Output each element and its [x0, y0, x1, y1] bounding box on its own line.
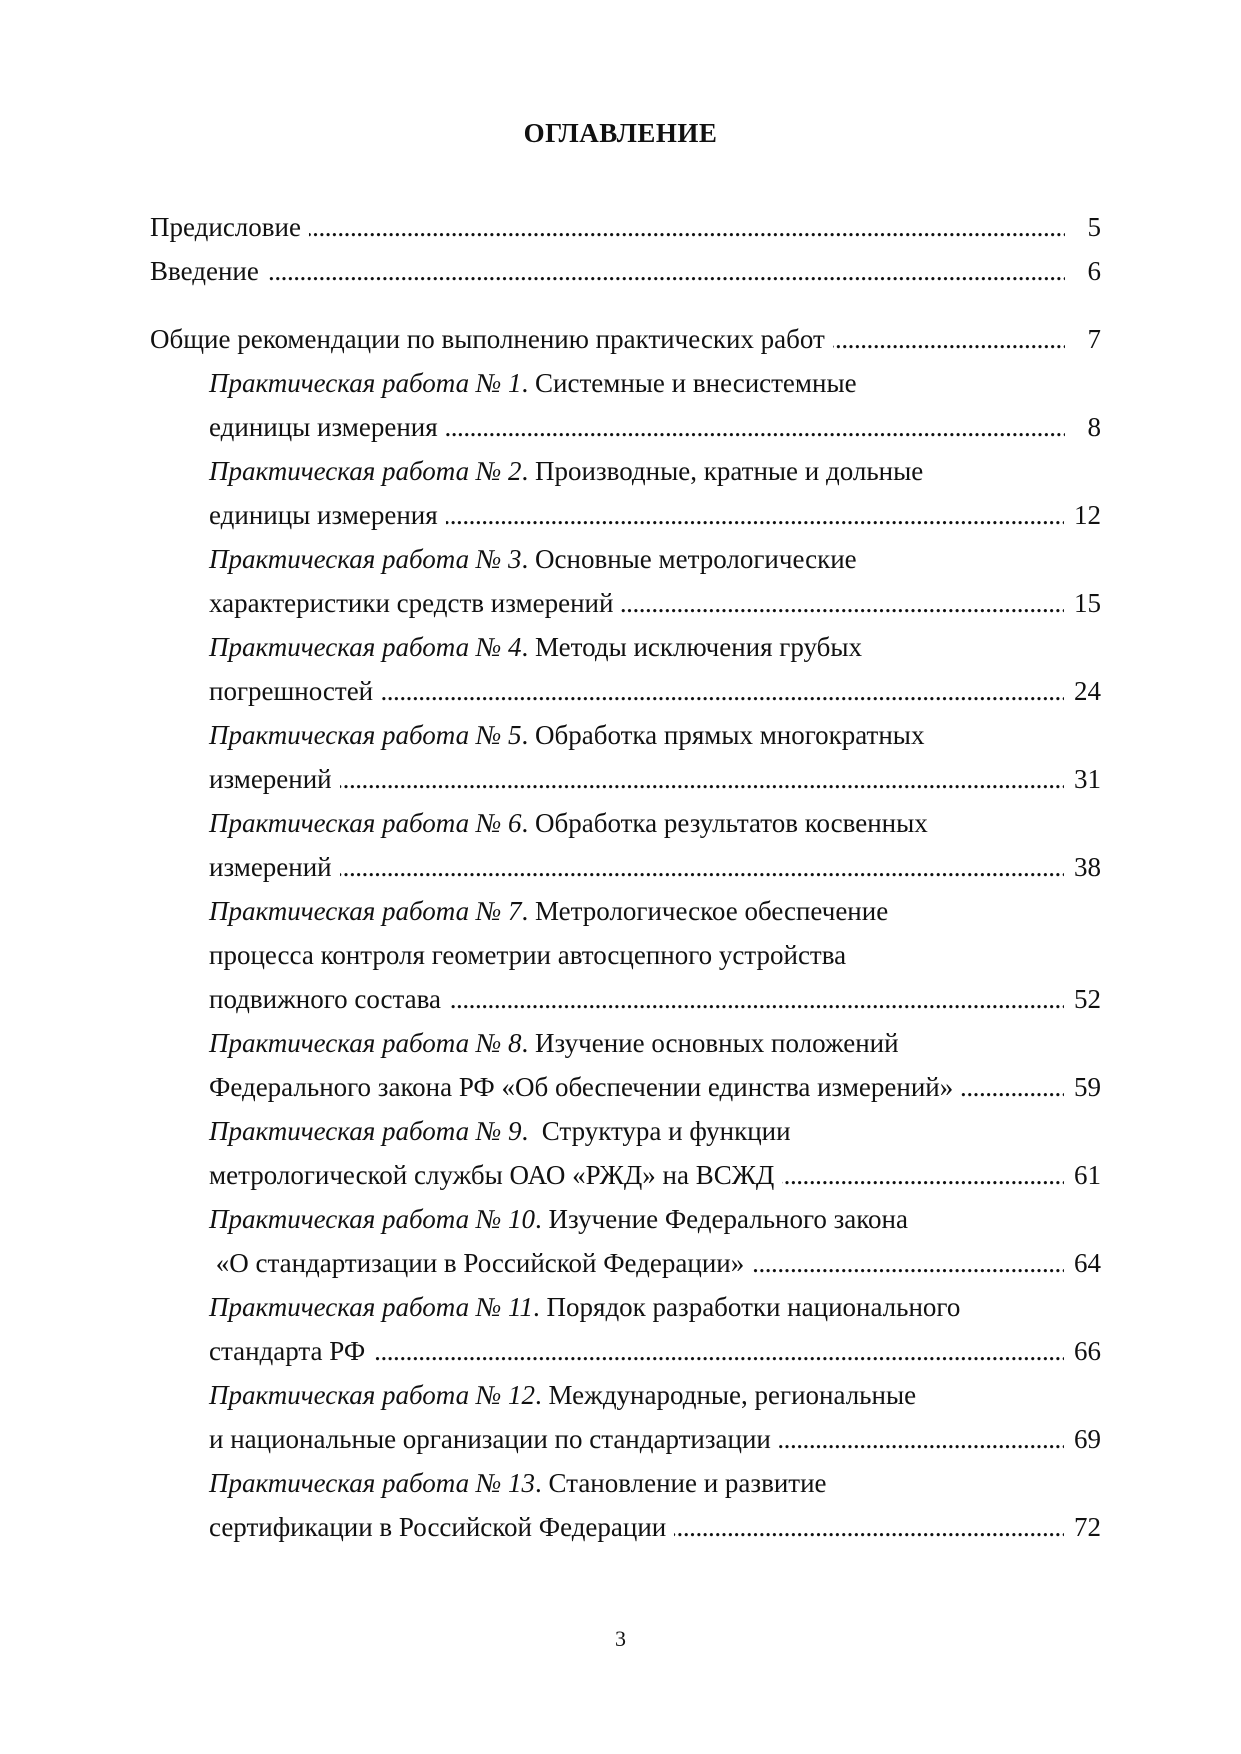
toc-entry-practical-work[interactable]	[209, 1461, 1101, 1549]
work-title-text: и национальные организации по стандартизации	[209, 1424, 771, 1454]
toc-entry-title	[209, 1109, 791, 1153]
toc-page-number: 59	[1074, 1072, 1101, 1102]
dot-leader	[267, 249, 1065, 293]
work-label: Практическая работа № 2	[209, 456, 522, 486]
dot-leader	[446, 493, 1064, 537]
toc-entry-line	[209, 405, 1101, 449]
work-title-text: единицы измерения	[209, 412, 438, 442]
toc-entry-title	[209, 1241, 744, 1285]
work-title-text: . Изучение основных положений	[521, 1028, 899, 1058]
toc-page-number: 12	[1074, 500, 1101, 530]
toc-entry-line	[209, 1329, 1101, 1373]
toc-entry-title	[209, 1021, 899, 1065]
dot-leader	[833, 317, 1065, 361]
toc-page-number: 66	[1074, 1336, 1101, 1366]
work-title-text: . Становление и развитие	[535, 1468, 827, 1498]
toc-entry-title	[209, 845, 332, 889]
toc-page-number: 31	[1074, 764, 1101, 794]
dot-leader	[674, 1505, 1064, 1549]
toc-entry-line	[209, 933, 1101, 977]
work-label: Практическая работа № 3	[209, 544, 522, 574]
toc-entry-practical-work[interactable]	[209, 1285, 1101, 1373]
work-title-text: . Изучение Федерального закона	[535, 1204, 908, 1234]
work-title-text: . Метрологическое обеспечение	[521, 896, 889, 926]
dot-leader	[779, 1417, 1064, 1461]
work-title-text: характеристики средств измерений	[209, 588, 614, 618]
toc-entry-line	[209, 757, 1101, 801]
toc-entry-title	[209, 625, 862, 669]
dot-leader	[340, 757, 1064, 801]
toc-page-number: 64	[1074, 1248, 1101, 1278]
toc-entry-practical-work[interactable]	[209, 713, 1101, 801]
toc-entry-line	[209, 713, 1101, 757]
work-label: Практическая работа № 6	[209, 808, 522, 838]
work-title-text: измерений	[209, 852, 332, 882]
toc-entry-line	[209, 493, 1101, 537]
work-title-text: Федерального закона РФ «Об обеспечении единства измерений»	[209, 1072, 954, 1102]
toc-entry-title	[209, 405, 438, 449]
work-title-text: . Обработка прямых многократных	[521, 720, 925, 750]
dot-leader	[449, 977, 1064, 1021]
toc-entry-line	[209, 1241, 1101, 1285]
toc-entry-title	[209, 449, 923, 493]
work-label: Практическая работа № 8	[209, 1028, 522, 1058]
toc-entry-line	[209, 1021, 1101, 1065]
work-label: Практическая работа № 13	[209, 1468, 536, 1498]
toc-entry-practical-work[interactable]	[209, 801, 1101, 889]
toc-entry-line	[209, 1065, 1101, 1109]
toc-entry-line	[209, 361, 1101, 405]
toc-entry-line	[209, 1153, 1101, 1197]
practical-works-list	[150, 361, 1101, 1549]
work-title-text: единицы измерения	[209, 500, 438, 530]
toc-entry-title: Введение	[150, 256, 259, 286]
table-of-contents	[150, 205, 1101, 1549]
work-title-text: стандарта РФ	[209, 1336, 366, 1366]
work-title-text: процесса контроля геометрии автосцепного устройства	[209, 940, 847, 970]
toc-entry-practical-work[interactable]	[209, 889, 1101, 1021]
dot-leader	[340, 845, 1064, 889]
toc-entry-practical-work[interactable]	[209, 1109, 1101, 1197]
toc-entry-line	[209, 1417, 1101, 1461]
toc-entry-practical-work[interactable]	[209, 361, 1101, 449]
toc-entry-title	[209, 361, 857, 405]
work-title-text: погрешностей	[209, 676, 374, 706]
work-title-text: «О стандартизации в Российской Федерации»	[209, 1248, 745, 1278]
work-title-text: сертификации в Российской Федерации	[209, 1512, 667, 1542]
toc-entry-line	[209, 669, 1101, 713]
toc-entry-line	[209, 1197, 1101, 1241]
toc-entry-title	[209, 1417, 771, 1461]
toc-entry-introduction[interactable]	[150, 249, 1101, 293]
toc-entry-practical-work[interactable]	[209, 1021, 1101, 1109]
toc-entry-title	[209, 889, 888, 933]
toc-entry-title	[209, 757, 332, 801]
toc-entry-title	[209, 801, 928, 845]
work-title-text: . Международные, региональные	[535, 1380, 917, 1410]
toc-page-number: 5	[1087, 212, 1101, 242]
dot-leader	[621, 581, 1064, 625]
work-title-text: . Основные метрологические	[521, 544, 857, 574]
toc-entry-practical-work[interactable]	[209, 1373, 1101, 1461]
toc-entry-title	[209, 977, 441, 1021]
toc-entry-title: Предисловие	[150, 212, 301, 242]
toc-entry-title	[209, 933, 846, 977]
toc-page-number: 6	[1087, 256, 1101, 286]
toc-entry-title	[209, 493, 438, 537]
toc-entry-title	[209, 1329, 365, 1373]
dot-leader	[446, 405, 1065, 449]
work-title-text: метрологической службы ОАО «РЖД» на ВСЖД	[209, 1160, 775, 1190]
toc-entry-practical-work[interactable]	[209, 625, 1101, 713]
toc-entry-title	[209, 713, 924, 757]
toc-entry-line	[209, 1109, 1101, 1153]
work-label: Практическая работа № 7	[209, 896, 522, 926]
toc-entry-title	[209, 1461, 827, 1505]
work-title-text: . Обработка результатов косвенных	[521, 808, 928, 838]
toc-page-number: 38	[1074, 852, 1101, 882]
toc-entry-title	[209, 581, 613, 625]
work-title-text: . Методы исключения грубых	[521, 632, 862, 662]
toc-entry-line	[209, 1505, 1101, 1549]
toc-entry-line	[209, 449, 1101, 493]
work-title-text: . Производные, кратные и дольные	[521, 456, 924, 486]
dot-leader	[309, 205, 1065, 249]
page-title: ОГЛАВЛЕНИЕ	[523, 118, 718, 148]
toc-entry-line	[209, 581, 1101, 625]
dot-leader	[752, 1241, 1064, 1285]
dot-leader	[373, 1329, 1064, 1373]
work-label: Практическая работа № 5	[209, 720, 522, 750]
work-title-text: . Порядок разработки национального	[533, 1292, 961, 1322]
toc-entry-title: Общие рекомендации по выполнению практических работ	[150, 324, 825, 354]
toc-page-number: 69	[1074, 1424, 1101, 1454]
work-label: Практическая работа № 12	[209, 1380, 536, 1410]
toc-entry-title	[209, 1505, 666, 1549]
toc-entry-line	[209, 1373, 1101, 1417]
toc-entry-line	[209, 625, 1101, 669]
work-title-text: . Системные и внесистемные	[521, 368, 857, 398]
work-label: Практическая работа № 1	[209, 368, 522, 398]
toc-entry-preface[interactable]	[150, 205, 1101, 249]
dot-leader	[782, 1153, 1064, 1197]
toc-entry-line	[209, 1285, 1101, 1329]
toc-entry-line	[209, 801, 1101, 845]
toc-entry-title	[209, 1153, 774, 1197]
toc-entry-general-recommendations[interactable]	[150, 317, 1101, 361]
toc-entry-practical-work[interactable]	[209, 1197, 1101, 1285]
toc-entry-title	[209, 537, 857, 581]
toc-page-number: 72	[1074, 1512, 1101, 1542]
toc-page-number: 7	[1087, 324, 1101, 354]
toc-entry-title	[209, 1065, 953, 1109]
work-title-text: . Структура и функции	[521, 1116, 791, 1146]
toc-page-number: 8	[1087, 412, 1101, 442]
toc-entry-title	[209, 669, 373, 713]
dot-leader	[961, 1065, 1064, 1109]
page-number: 3	[615, 1626, 626, 1651]
toc-entry-practical-work[interactable]	[209, 449, 1101, 537]
toc-entry-line	[209, 889, 1101, 933]
toc-entry-title	[209, 1197, 908, 1241]
toc-entry-line	[209, 1461, 1101, 1505]
work-title-text: подвижного состава	[209, 984, 441, 1014]
dot-leader	[381, 669, 1064, 713]
work-label: Практическая работа № 10	[209, 1204, 536, 1234]
toc-entry-practical-work[interactable]	[209, 537, 1101, 625]
toc-entry-title	[209, 1285, 960, 1329]
toc-page-number: 24	[1074, 676, 1101, 706]
work-label: Практическая работа № 11	[209, 1292, 534, 1322]
work-label: Практическая работа № 4	[209, 632, 522, 662]
work-label: Практическая работа № 9	[209, 1116, 522, 1146]
toc-entry-title	[209, 1373, 916, 1417]
toc-entry-line	[209, 977, 1101, 1021]
toc-entry-line	[209, 537, 1101, 581]
toc-page-number: 15	[1074, 588, 1101, 618]
toc-page-number: 52	[1074, 984, 1101, 1014]
work-title-text: измерений	[209, 764, 332, 794]
toc-entry-line	[209, 845, 1101, 889]
toc-page-number: 61	[1074, 1160, 1101, 1190]
